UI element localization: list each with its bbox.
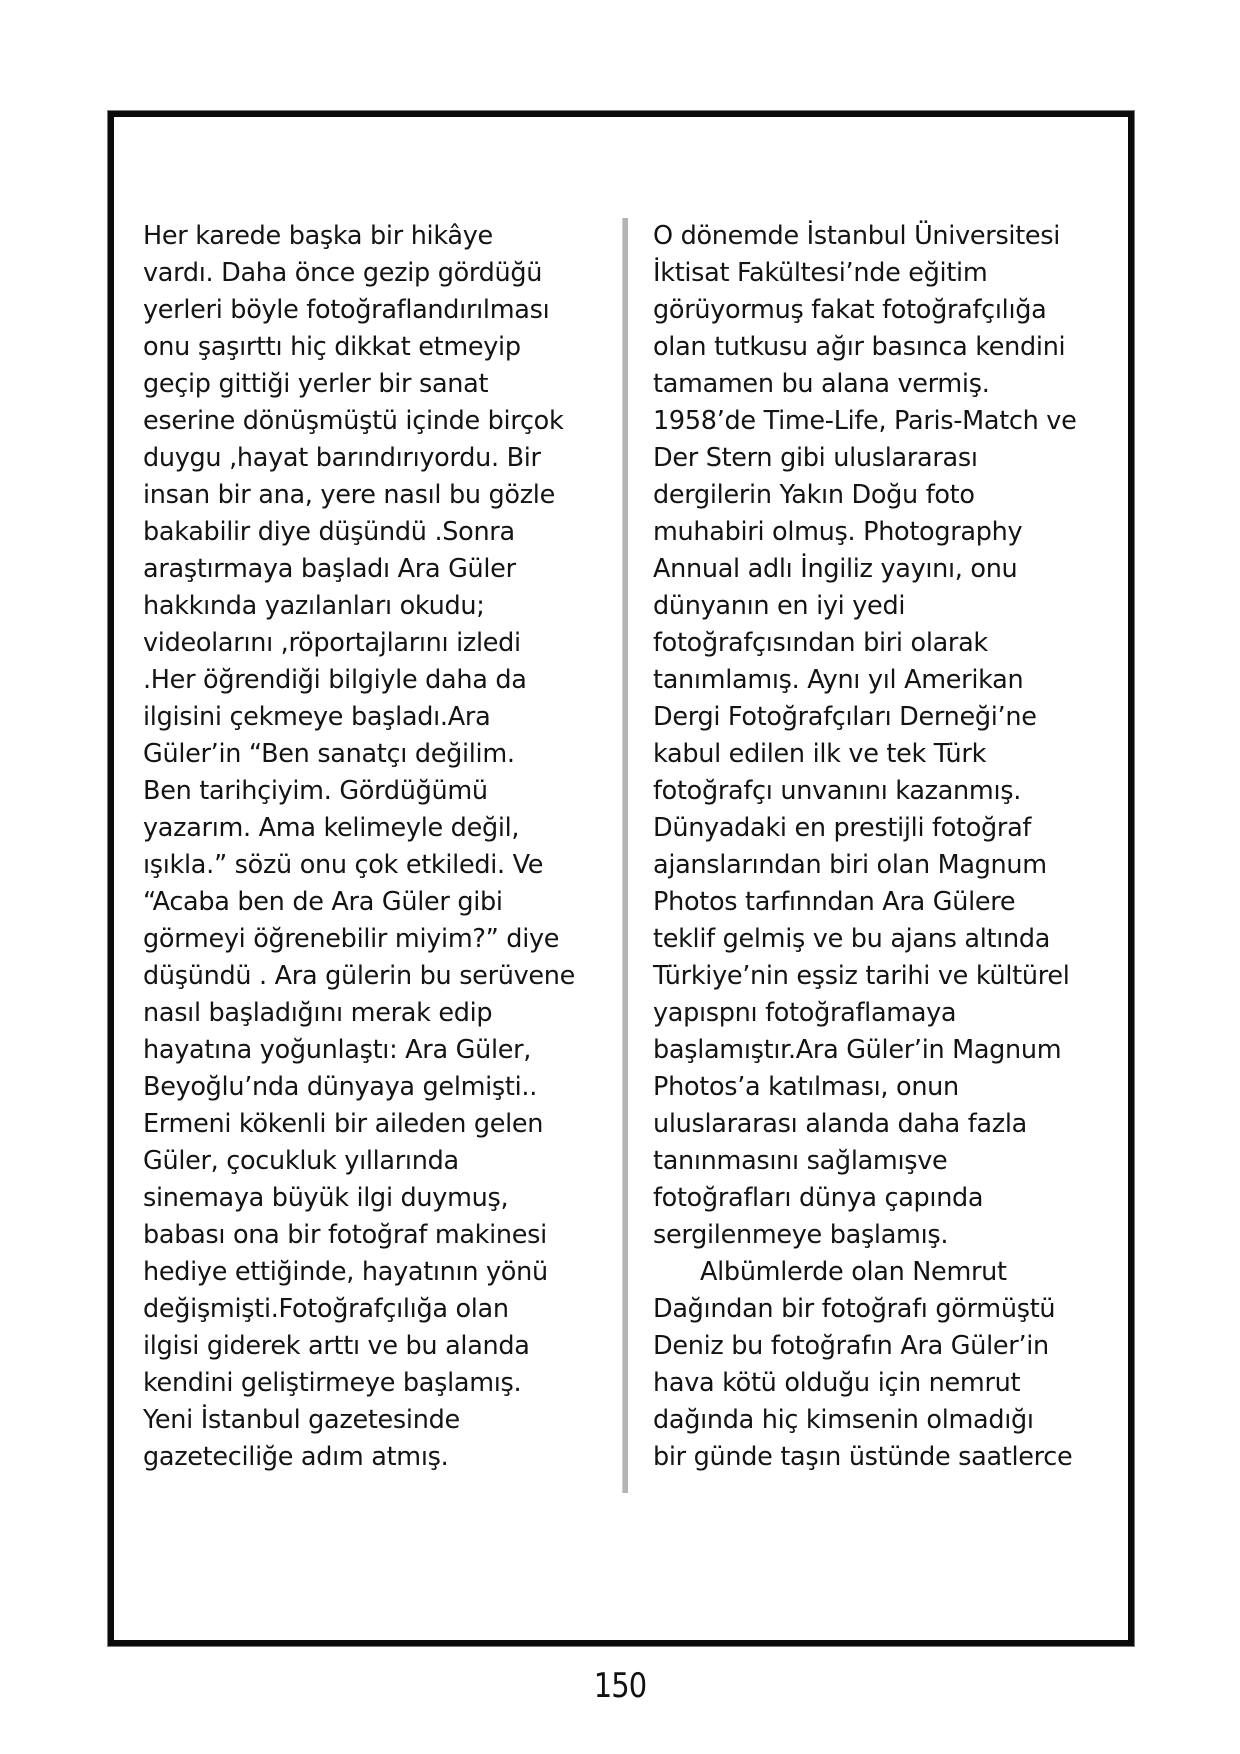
text-line: Deniz bu fotoğrafın Ara Güler’in [653, 1331, 1049, 1361]
text-line: Güler, çocukluk yıllarında [143, 1146, 459, 1176]
text-line: Türkiye’nin eşsiz tarihi ve kültürel [653, 961, 1070, 991]
text-line: tanınmasını sağlamışve [653, 1146, 948, 1176]
text-line: hediye ettiğinde, hayatının yönü [143, 1257, 548, 1287]
text-column-left [143, 218, 613, 1476]
text-line: sergilenmeye başlamış. [653, 1220, 949, 1250]
text-line: sinemaya büyük ilgi duymuş, [143, 1183, 509, 1213]
text-line: “Acaba ben de Ara Güler gibi [143, 887, 503, 917]
text-line: Dünyadaki en prestijli fotoğraf [653, 813, 1032, 843]
text-line: fotoğrafçısından biri olarak [653, 628, 988, 658]
text-line: yerleri böyle fotoğraflandırılması [143, 295, 550, 325]
text-line: O dönemde İstanbul Üniversitesi [653, 221, 1061, 251]
text-line: Dağından bir fotoğrafı görmüştü [653, 1294, 1056, 1324]
text-line-paragraph-start: Albümlerde olan Nemrut [700, 1257, 1007, 1287]
text-line: hakkında yazılanları okudu; [143, 591, 485, 621]
text-line: kabul edilen ilk ve tek Türk [653, 739, 987, 769]
text-line: İktisat Fakültesi’nde eğitim [653, 258, 988, 288]
text-line: başlamıştır.Ara Güler’in Magnum [653, 1035, 1062, 1065]
text-line: .Her öğrendiği bilgiyle daha da [143, 665, 527, 695]
text-line: dünyanın en iyi yedi [653, 591, 906, 621]
text-line: fotoğrafları dünya çapında [653, 1183, 984, 1213]
text-line: Dergi Fotoğrafçıları Derneği’ne [653, 702, 1037, 732]
text-line: Photos tarfınndan Ara Gülere [653, 887, 1016, 917]
text-line: Annual adlı İngiliz yayını, onu [653, 554, 1018, 584]
text-line: değişmişti.Fotoğrafçılığa olan [143, 1294, 509, 1324]
text-line: araştırmaya başladı Ara Güler [143, 554, 516, 584]
text-line: yazarım. Ama kelimeyle değil, [143, 813, 520, 843]
text-line: babası ona bir fotoğraf makinesi [143, 1220, 547, 1250]
text-line: uluslararası alanda daha fazla [653, 1109, 1027, 1139]
column-divider [622, 218, 628, 1493]
text-line: videolarını ,röportajlarını izledi [143, 628, 521, 658]
page-number: 150 [593, 1666, 647, 1706]
text-line: görmeyi öğrenebilir miyim?” diye [143, 924, 560, 954]
text-line: 1958’de Time-Life, Paris-Match ve [653, 406, 1077, 436]
text-line: görüyormuş fakat fotoğrafçılığa [653, 295, 1047, 325]
text-line: duygu ,hayat barındırıyordu. Bir [143, 443, 541, 473]
text-line: olan tutkusu ağır basınca kendini [653, 332, 1066, 362]
text-line: Ermeni kökenli bir aileden gelen [143, 1109, 544, 1139]
text-line: fotoğrafçı unvanını kazanmış. [653, 776, 1022, 806]
text-line: insan bir ana, yere nasıl bu gözle [143, 480, 555, 510]
text-line: kendini geliştirmeye başlamış. [143, 1368, 522, 1398]
text-line: tanımlamış. Aynı yıl Amerikan [653, 665, 1024, 695]
text-line: Photos’a katılması, onun [653, 1072, 959, 1102]
text-line: gazeteciliğe adım atmış. [143, 1442, 449, 1472]
text-line: Güler’in “Ben sanatçı değilim. [143, 739, 515, 769]
text-line: dağında hiç kimsenin olmadığı [653, 1405, 1034, 1435]
text-line: Der Stern gibi uluslararası [653, 443, 978, 473]
text-column-right [653, 218, 1113, 1476]
text-line: eserine dönüşmüştü içinde birçok [143, 406, 564, 436]
text-line: dergilerin Yakın Doğu foto [653, 480, 975, 510]
text-line: ilgisi giderek arttı ve bu alanda [143, 1331, 530, 1361]
text-line: nasıl başladığını merak edip [143, 998, 493, 1028]
text-line: Her karede başka bir hikâye [143, 221, 493, 251]
text-line: Yeni İstanbul gazetesinde [143, 1405, 460, 1435]
text-line: ışıkla.” sözü onu çok etkiledi. Ve [143, 850, 544, 880]
text-line: teklif gelmiş ve bu ajans altında [653, 924, 1051, 954]
text-line: Beyoğlu’nda dünyaya gelmişti.. [143, 1072, 538, 1102]
text-line: bakabilir diye düşündü .Sonra [143, 517, 515, 547]
text-line: tamamen bu alana vermiş. [653, 369, 990, 399]
text-line: vardı. Daha önce gezip gördüğü [143, 258, 543, 288]
text-line: ilgisini çekmeye başladı.Ara [143, 702, 491, 732]
text-line: hava kötü olduğu için nemrut [653, 1368, 1021, 1398]
text-line: yapıspnı fotoğraflamaya [653, 998, 957, 1028]
text-line: düşündü . Ara gülerin bu serüvene [143, 961, 576, 991]
text-line: muhabiri olmuş. Photography [653, 517, 1023, 547]
text-line: hayatına yoğunlaştı: Ara Güler, [143, 1035, 532, 1065]
text-line: geçip gittiği yerler bir sanat [143, 369, 489, 399]
text-line: ajanslarından biri olan Magnum [653, 850, 1047, 880]
text-line: onu şaşırttı hiç dikkat etmeyip [143, 332, 521, 362]
text-line: Ben tarihçiyim. Gördüğümü [143, 776, 488, 806]
text-line: bir günde taşın üstünde saatlerce [653, 1442, 1073, 1472]
